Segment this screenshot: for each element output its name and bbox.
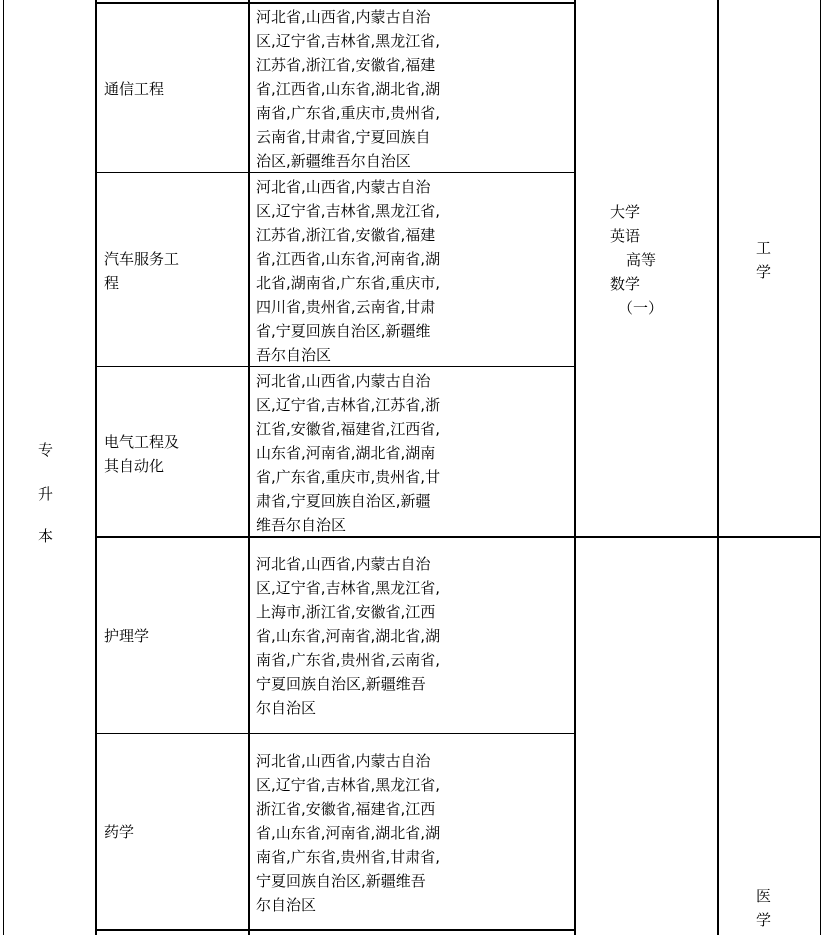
level-char: 本: [38, 527, 54, 545]
exam-subject: （一）: [618, 299, 664, 317]
category-char: 工: [756, 239, 772, 257]
table-border-province: [574, 0, 576, 935]
major-name: 护理学: [104, 627, 150, 645]
category-char: 医: [756, 887, 772, 905]
major-name: 电气工程及: [104, 433, 180, 451]
exam-subject: 大学: [610, 203, 641, 221]
row-divider: [96, 733, 574, 734]
exam-subject: 数学: [610, 275, 641, 293]
major-name: 通信工程: [104, 80, 165, 98]
row-divider: [96, 929, 574, 931]
table-border-subject: [717, 0, 719, 935]
row-divider: [96, 2, 574, 4]
level-char: 升: [38, 485, 54, 503]
table-border-major: [248, 0, 250, 935]
table-border-left: [3, 0, 4, 935]
row-divider: [96, 536, 821, 538]
category-char: 学: [756, 911, 772, 929]
major-provinces: 河北省,山西省,内蒙古自治 区,辽宁省,吉林省,黑龙江省, 浙江省,安徽省,福建省,江西 省,山东省,河南省,湖北省,湖 南省,广东省,贵州省,甘肃省, 宁夏回族自治区,新疆维吾 尔自治区: [256, 752, 441, 914]
category-char: 学: [756, 263, 772, 281]
level-char: 专: [38, 441, 54, 459]
exam-subject: 高等: [626, 251, 657, 269]
major-provinces: 河北省,山西省,内蒙古自治 区,辽宁省,吉林省,江苏省,浙 江省,安徽省,福建省,江西省, 山东省,河南省,湖北省,湖南 省,广东省,重庆市,贵州省,甘 肃省,宁夏回族自治区,新疆 维吾尔自治区: [256, 372, 441, 534]
exam-subject: 英语: [610, 227, 641, 245]
major-name: 程: [104, 274, 120, 292]
major-name: 汽车服务工: [104, 250, 180, 268]
major-provinces: 河北省,山西省,内蒙古自治 区,辽宁省,吉林省,黑龙江省, 江苏省,浙江省,安徽省,福建 省,江西省,山东省,湖北省,湖 南省,广东省,重庆市,贵州省, 云南省,甘肃省,宁夏回族自 治区,新疆维吾尔自治区: [256, 8, 441, 170]
major-provinces: 河北省,山西省,内蒙古自治 区,辽宁省,吉林省,黑龙江省, 上海市,浙江省,安徽省,江西 省,山东省,河南省,湖北省,湖 南省,广东省,贵州省,云南省, 宁夏回族自治区,新疆维吾 尔自治区: [256, 555, 441, 717]
major-provinces: 河北省,山西省,内蒙古自治 区,辽宁省,吉林省,黑龙江省, 江苏省,浙江省,安徽省,福建 省,江西省,山东省,河南省,湖 北省,湖南省,广东省,重庆市, 四川省,贵州省,云南省,甘肃 省,宁夏回族自治区,新疆维 吾尔自治区: [256, 178, 441, 364]
table-border-right: [820, 0, 821, 935]
major-name: 其自动化: [104, 457, 165, 475]
major-name: 药学: [104, 823, 135, 841]
table-border-level: [95, 0, 97, 935]
